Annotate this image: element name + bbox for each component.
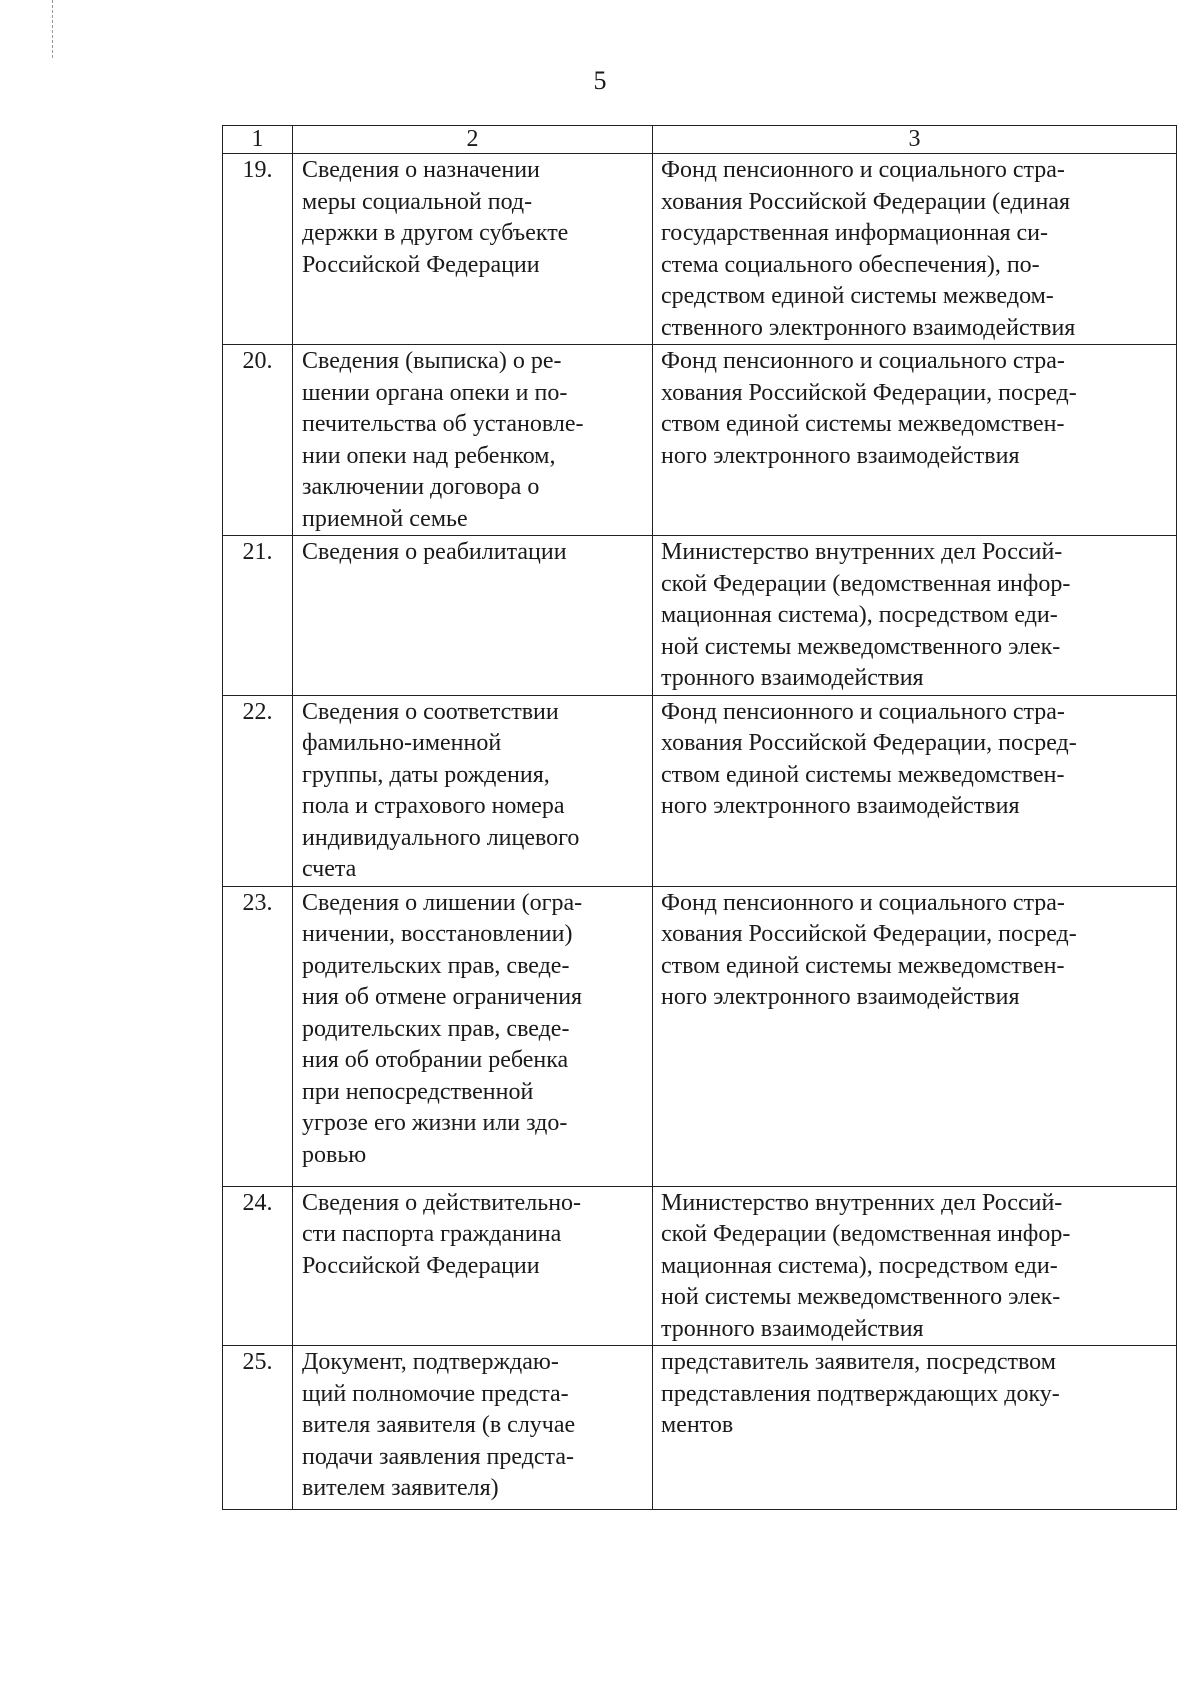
document-name-line: счета (302, 856, 357, 882)
source-line: мационная система), посредством еди- (661, 602, 1058, 628)
source-line: Министерство внутренних дел Россий- (661, 539, 1063, 565)
document-name-line: Документ, подтверждаю- (302, 1349, 559, 1375)
row-number: 19. (223, 154, 293, 345)
source-line: Министерство внутренних дел Россий- (661, 1189, 1063, 1216)
document-name-cell (293, 1186, 653, 1346)
source-line: тронного взаимодействия (661, 1315, 924, 1342)
document-name-line: нии опеки над ребенком, (302, 442, 556, 469)
document-name-cell (293, 154, 653, 345)
source-line: представления подтверждающих доку- (661, 1380, 1060, 1407)
document-name-line: ния об отмене ограничения (302, 984, 583, 1010)
document-name-line: Сведения о назначении (302, 157, 540, 183)
source-line: ством единой системы межведомствен- (661, 761, 1065, 788)
document-name-line: ния об отобрании ребенка (302, 1047, 569, 1073)
source-line: Фонд пенсионного и социального стра- (661, 698, 1065, 725)
source-line: ного электронного взаимодействия (661, 793, 1020, 819)
source-line: государственная информационная си- (661, 220, 1048, 246)
source-line: представитель заявителя, посредством (661, 1349, 1056, 1375)
table-header-row (223, 126, 1177, 154)
document-name-line: угрозе его жизни или здо- (302, 1110, 568, 1136)
source-cell (653, 345, 1177, 536)
source-line: хования Российской Федерации, посред- (661, 379, 1077, 406)
table-row (223, 536, 1177, 696)
row-number: 25. (223, 1346, 293, 1510)
document-name-line: Сведения о соответствии (302, 698, 559, 725)
document-name-line: пола и страхового номера (302, 793, 565, 819)
source-line: ством единой системы межведомствен- (661, 411, 1065, 437)
document-name-line: вителем заявителя) (302, 1475, 499, 1501)
table-row (223, 1346, 1177, 1510)
scan-margin-mark (52, 0, 54, 58)
row-number: 23. (223, 886, 293, 1186)
document-name-cell (293, 886, 653, 1186)
table-row (223, 154, 1177, 345)
document-name-line: шении органа опеки и по- (302, 379, 568, 406)
document-name-line: сти паспорта гражданина (302, 1221, 562, 1247)
source-line: Фонд пенсионного и социального стра- (661, 348, 1065, 374)
source-line: стема социального обеспечения), по- (661, 251, 1040, 278)
document-name-line: заключении договора о (302, 474, 540, 500)
source-line: тронного взаимодействия (661, 665, 924, 691)
document-name-line: вителя заявителя (в случае (302, 1412, 576, 1438)
document-name-line: Российской Федерации (302, 1252, 540, 1279)
source-line: ного электронного взаимодействия (661, 984, 1020, 1010)
document-name-line: родительских прав, сведе- (302, 1015, 570, 1042)
source-line: хования Российской Федерации, посред- (661, 730, 1077, 756)
document-name-line: ничении, восстановлении) (302, 921, 573, 947)
document-name-line: Сведения о действительно- (302, 1189, 582, 1216)
source-line: хования Российской Федерации (единая (661, 188, 1071, 215)
document-name-line: Сведения (выписка) о ре- (302, 348, 562, 374)
column-header-3: 3 (653, 126, 1177, 154)
source-cell (653, 1186, 1177, 1346)
source-line: средством единой системы межведом- (661, 283, 1054, 309)
document-name-line: щий полномочие предста- (302, 1380, 569, 1407)
source-cell (653, 1346, 1177, 1510)
source-line: мационная система), посредством еди- (661, 1252, 1058, 1279)
document-name-line: ровью (302, 1141, 367, 1168)
source-line: Фонд пенсионного и социального стра- (661, 157, 1065, 183)
document-name-line: Российской Федерации (302, 251, 540, 278)
document-name-cell (293, 695, 653, 886)
source-cell (653, 886, 1177, 1186)
source-cell (653, 154, 1177, 345)
document-name-cell (293, 1346, 653, 1510)
source-line: хования Российской Федерации, посред- (661, 921, 1077, 947)
document-name-cell (293, 536, 653, 696)
document-name-line: меры социальной под- (302, 188, 533, 215)
document-name-line: подачи заявления предста- (302, 1443, 574, 1470)
document-name-line: держки в другом субъекте (302, 220, 569, 246)
source-line: ской Федерации (ведомственная инфор- (661, 570, 1071, 597)
document-name-line: индивидуального лицевого (302, 824, 580, 851)
source-line: ной системы межведомственного элек- (661, 1284, 1061, 1310)
column-header-1: 1 (223, 126, 293, 154)
row-number: 20. (223, 345, 293, 536)
source-line: Фонд пенсионного и социального стра- (661, 889, 1065, 916)
table-row (223, 345, 1177, 536)
document-name-line: Сведения о лишении (огра- (302, 889, 583, 916)
document-name-cell (293, 345, 653, 536)
source-line: ной системы межведомственного элек- (661, 633, 1061, 660)
document-name-line: родительских прав, сведе- (302, 952, 570, 979)
source-line: ментов (661, 1412, 734, 1438)
document-name-line: печительства об установле- (302, 411, 584, 437)
table-row (223, 886, 1177, 1186)
document-name-line: фамильно-именной (302, 730, 502, 756)
row-number: 21. (223, 536, 293, 696)
document-name-line: при непосредственной (302, 1078, 534, 1105)
column-header-2: 2 (293, 126, 653, 154)
source-cell (653, 695, 1177, 886)
document-name-line: приемной семье (302, 505, 468, 532)
document-name-line: Сведения о реабилитации (302, 539, 567, 565)
documents-table (222, 125, 1177, 1510)
table-row (223, 695, 1177, 886)
row-number: 24. (223, 1186, 293, 1346)
source-line: ской Федерации (ведомственная инфор- (661, 1221, 1071, 1247)
source-line: ственного электронного взаимодействия (661, 314, 1076, 341)
source-cell (653, 536, 1177, 696)
table-row (223, 1186, 1177, 1346)
page-number: 5 (593, 66, 607, 95)
source-line: ством единой системы межведомствен- (661, 952, 1065, 979)
source-line: ного электронного взаимодействия (661, 442, 1020, 469)
row-number: 22. (223, 695, 293, 886)
document-name-line: группы, даты рождения, (302, 761, 550, 788)
